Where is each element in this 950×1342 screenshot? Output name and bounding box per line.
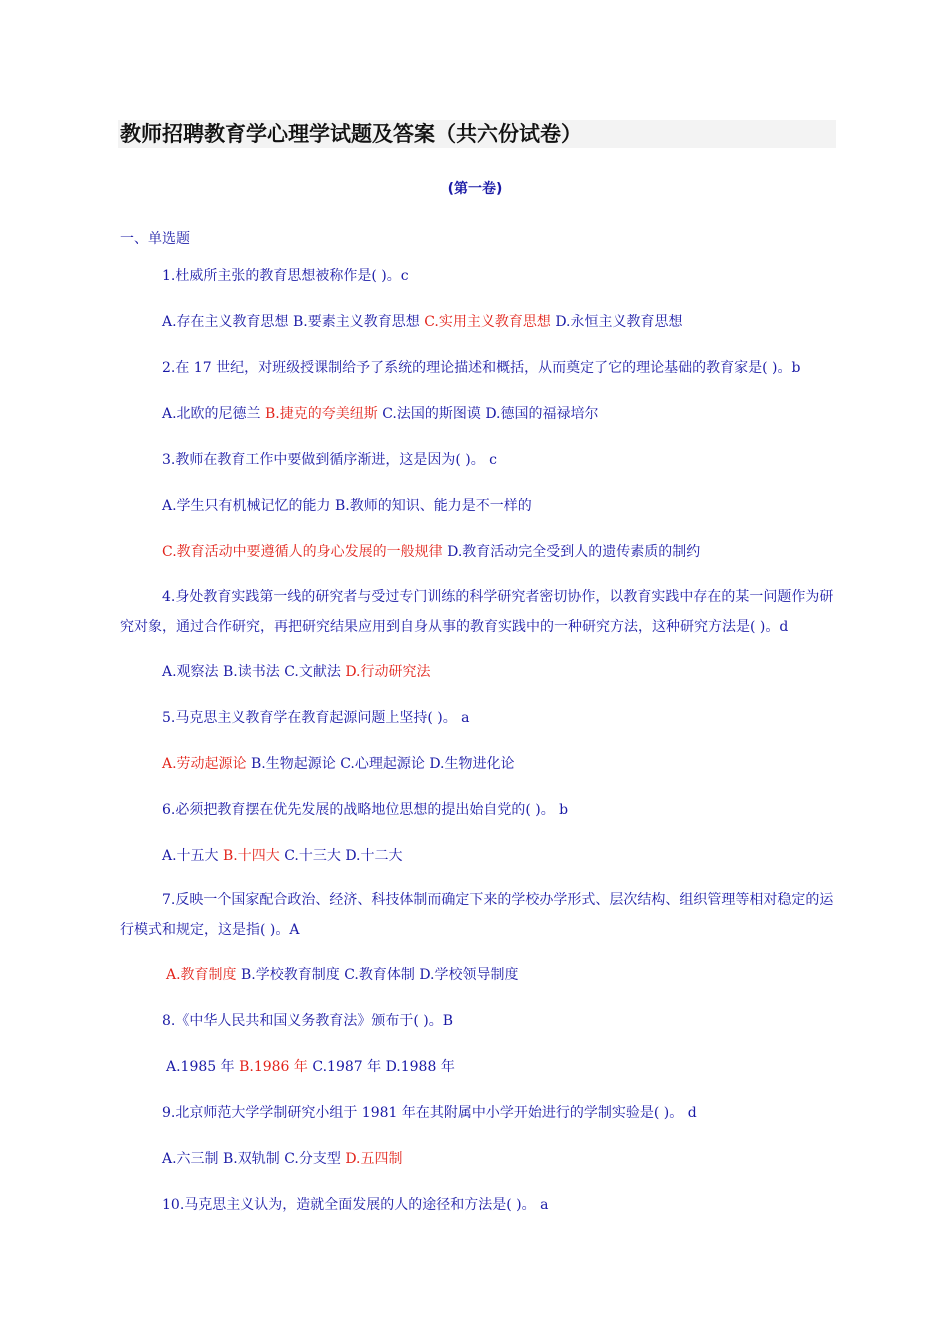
correct-answer: B.捷克的夸美纽斯 bbox=[265, 406, 378, 422]
options-1 bbox=[162, 313, 683, 331]
question-8: 8.《中华人民共和国义务教育法》颁布于( )。B bbox=[162, 1013, 454, 1029]
options-6 bbox=[162, 847, 403, 865]
correct-answer: C.实用主义教育思想 bbox=[424, 314, 551, 330]
options-8 bbox=[166, 1058, 455, 1076]
options-text: A.十五大 bbox=[162, 848, 224, 864]
correct-answer: B.1986 年 bbox=[239, 1059, 308, 1075]
options-3b bbox=[162, 543, 700, 561]
options-text: A.1985 年 bbox=[166, 1059, 240, 1075]
options-5 bbox=[162, 755, 515, 773]
options-2 bbox=[162, 405, 599, 423]
options-text: B.学校教育制度 C.教育体制 D.学校领导制度 bbox=[236, 967, 519, 983]
options-text: C.1987 年 D.1988 年 bbox=[307, 1059, 455, 1075]
options-text: C.法国的斯图谟 D.德国的福禄培尔 bbox=[377, 406, 599, 422]
correct-answer: D.五四制 bbox=[345, 1151, 403, 1167]
question-5: 5.马克思主义教育学在教育起源问题上坚持( )。 a bbox=[162, 710, 470, 726]
question-2: 2.在 17 世纪，对班级授课制给予了系统的理论描述和概括，从而奠定了它的理论基础的教育家是( )。b bbox=[162, 360, 801, 376]
question-10: 10.马克思主义认为，造就全面发展的人的途径和方法是( )。 a bbox=[162, 1197, 549, 1213]
options-7 bbox=[166, 966, 519, 984]
question-9: 9.北京师范大学学制研究小组于 1981 年在其附属中小学开始进行的学制实验是( )。 d bbox=[162, 1105, 697, 1121]
correct-answer: B.十四大 bbox=[223, 848, 280, 864]
options-text: A.观察法 B.读书法 C.文献法 bbox=[162, 664, 346, 680]
options-text: A.存在主义教育思想 B.要素主义教育思想 bbox=[162, 314, 425, 330]
question-1: 1.杜威所主张的教育思想被称作是( )。c bbox=[162, 268, 409, 284]
volume-subtitle: (第一卷) bbox=[447, 181, 503, 197]
options-9 bbox=[162, 1150, 403, 1168]
options-3a: A.学生只有机械记忆的能力 B.教师的知识、能力是不一样的 bbox=[162, 498, 532, 514]
options-text: D.永恒主义教育思想 bbox=[550, 314, 683, 330]
options-text: A.北欧的尼德兰 bbox=[162, 406, 266, 422]
page-title: 教师招聘教育学心理学试题及答案（共六份试卷） bbox=[120, 121, 582, 146]
correct-answer: D.行动研究法 bbox=[345, 664, 431, 680]
options-text: D.教育活动完全受到人的遗传素质的制约 bbox=[442, 544, 701, 560]
question-6: 6.必须把教育摆在优先发展的战略地位思想的提出始自党的( )。 b bbox=[162, 802, 569, 818]
section-heading: 一、单选题 bbox=[120, 231, 190, 247]
options-text: A.六三制 B.双轨制 C.分支型 bbox=[162, 1151, 346, 1167]
options-text: B.生物起源论 C.心理起源论 D.生物进化论 bbox=[246, 756, 515, 772]
correct-answer: A.劳动起源论 bbox=[162, 756, 247, 772]
options-text: C.十三大 D.十二大 bbox=[279, 848, 403, 864]
options-4 bbox=[162, 663, 431, 681]
correct-answer: C.教育活动中要遵循人的身心发展的一般规律 bbox=[162, 544, 443, 560]
correct-answer: A.教育制度 bbox=[166, 967, 237, 983]
question-7: 7.反映一个国家配合政治、经济、科技体制而确定下来的学校办学形式、层次结构、组织管理等相对稳定的运行模式和规定，这是指( )。A bbox=[120, 892, 834, 938]
question-3: 3.教师在教育工作中要做到循序渐进，这是因为( )。 c bbox=[162, 452, 498, 468]
question-4: 4.身处教育实践第一线的研究者与受过专门训练的科学研究者密切协作，以教育实践中存在的某一问题作为研究对象，通过合作研究，再把研究结果应用到自身从事的教育实践中的一种研究方法，这种研究方法是( )。d bbox=[120, 589, 834, 635]
